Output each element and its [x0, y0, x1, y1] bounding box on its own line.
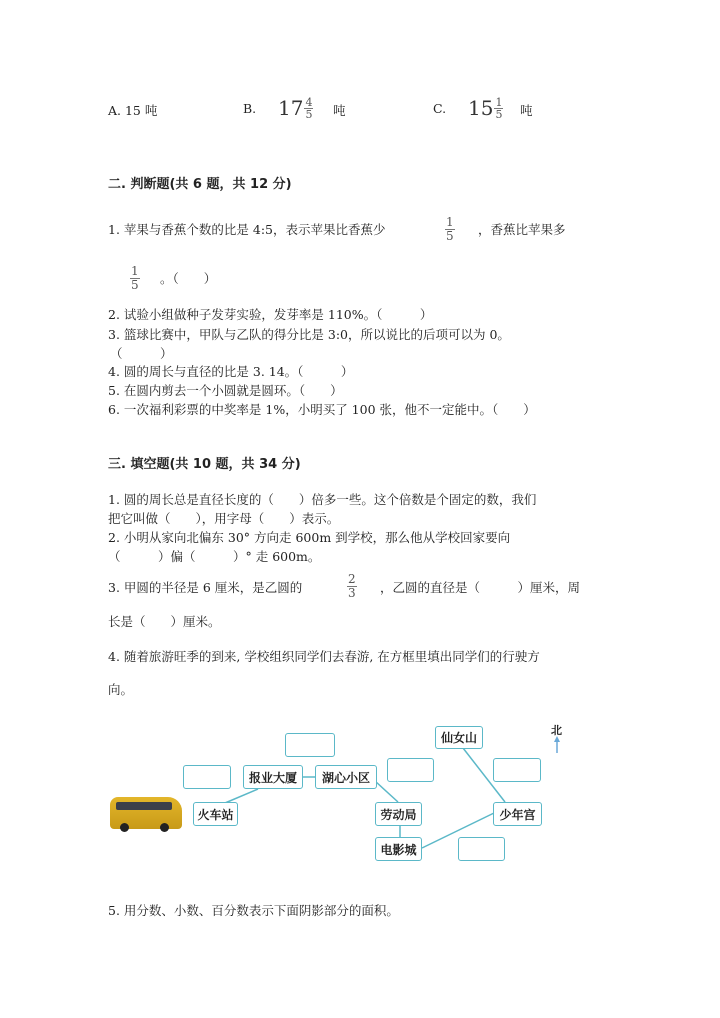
- judge-q1: 1. 苹果与香蕉个数的比是 4:5，表示苹果比香蕉少: [108, 222, 386, 237]
- bus-image: [110, 797, 182, 829]
- option-b-label: B.: [243, 101, 257, 116]
- judge-q3: 3. 篮球比赛中，甲队与乙队的得分比是 3:0，所以说比的后项可以为 0。: [108, 327, 510, 342]
- fill-q1: 1. 圆的周长总是直径长度的（ ）倍多一些。这个倍数是个固定的数，我们: [108, 492, 537, 507]
- fill-q3-end: 长是（ ）厘米。: [108, 614, 221, 629]
- option-b-unit: 吨: [333, 103, 346, 118]
- fill-q5: 5. 用分数、小数、百分数表示下面阴影部分的面积。: [108, 903, 399, 918]
- option-a: A. 15 吨: [108, 103, 158, 118]
- whole-number: 15: [468, 96, 494, 120]
- direction-blank-box[interactable]: [183, 765, 231, 789]
- section-2-title: 二. 判断题(共 6 题，共 12 分): [108, 177, 292, 192]
- fill-q1-cont: 把它叫做（ ），用字母（ ）表示。: [108, 511, 340, 526]
- direction-blank-box[interactable]: [493, 758, 541, 782]
- judge-q5: 5. 在圆内剪去一个小圆就是圆环。（ ）: [108, 383, 343, 398]
- judge-q1-cont: ，香蕉比苹果多: [478, 222, 566, 237]
- place-huxin-district: 湖心小区: [315, 765, 377, 789]
- whole-number: 17: [278, 96, 304, 120]
- fill-q3: 3. 甲圆的半径是 6 厘米，是乙圆的: [108, 580, 303, 595]
- fill-q2-cont: （ ）偏（ ）° 走 600m。: [108, 549, 321, 564]
- denominator: 5: [495, 107, 503, 121]
- judge-q4: 4. 圆的周长与直径的比是 3. 14。（ ）: [108, 364, 354, 379]
- place-cinema: 电影城: [375, 837, 422, 861]
- place-youth-palace: 少年宫: [493, 802, 542, 826]
- judge-q1-blank[interactable]: 。（ ）: [160, 271, 217, 286]
- fraction: $\frac{1}{5}$: [446, 215, 454, 243]
- place-labor-bureau: 劳动局: [375, 802, 422, 826]
- fraction: $\frac{2}{3}$: [348, 572, 356, 600]
- judge-q6: 6. 一次福利彩票的中奖率是 1%，小明买了 100 张，他不一定能中。（ ）: [108, 402, 536, 417]
- fill-q3-cont: ，乙圆的直径是（ ）厘米，周: [380, 580, 581, 595]
- direction-blank-box[interactable]: [285, 733, 335, 757]
- place-train-station: 火车站: [193, 802, 238, 826]
- fill-q2: 2. 小明从家向北偏东 30° 方向走 600m 到学校，那么他从学校回家要向: [108, 530, 511, 545]
- numerator: 1: [495, 95, 503, 109]
- fraction: $\frac{1}{5}$: [131, 264, 139, 292]
- place-xiannv-mountain: 仙女山: [435, 726, 483, 749]
- numerator: 4: [305, 95, 313, 109]
- option-c-unit: 吨: [520, 103, 533, 118]
- direction-blank-box[interactable]: [387, 758, 434, 782]
- judge-q2: 2. 试验小组做种子发芽实验，发芽率是 110%。（ ）: [108, 307, 433, 322]
- denominator: 5: [305, 107, 313, 121]
- direction-blank-box[interactable]: [458, 837, 505, 861]
- place-baoye-building: 报业大厦: [243, 765, 303, 789]
- fill-q4: 4. 随着旅游旺季的到来, 学校组织同学们去春游, 在方框里填出同学们的行驶方: [108, 649, 540, 664]
- fill-q4-cont: 向。: [108, 682, 134, 697]
- north-label: 北: [551, 724, 562, 737]
- option-c-label: C.: [433, 101, 447, 116]
- judge-q3-blank[interactable]: （ ）: [110, 346, 173, 361]
- section-3-title: 三. 填空题(共 10 题，共 34 分): [108, 457, 301, 472]
